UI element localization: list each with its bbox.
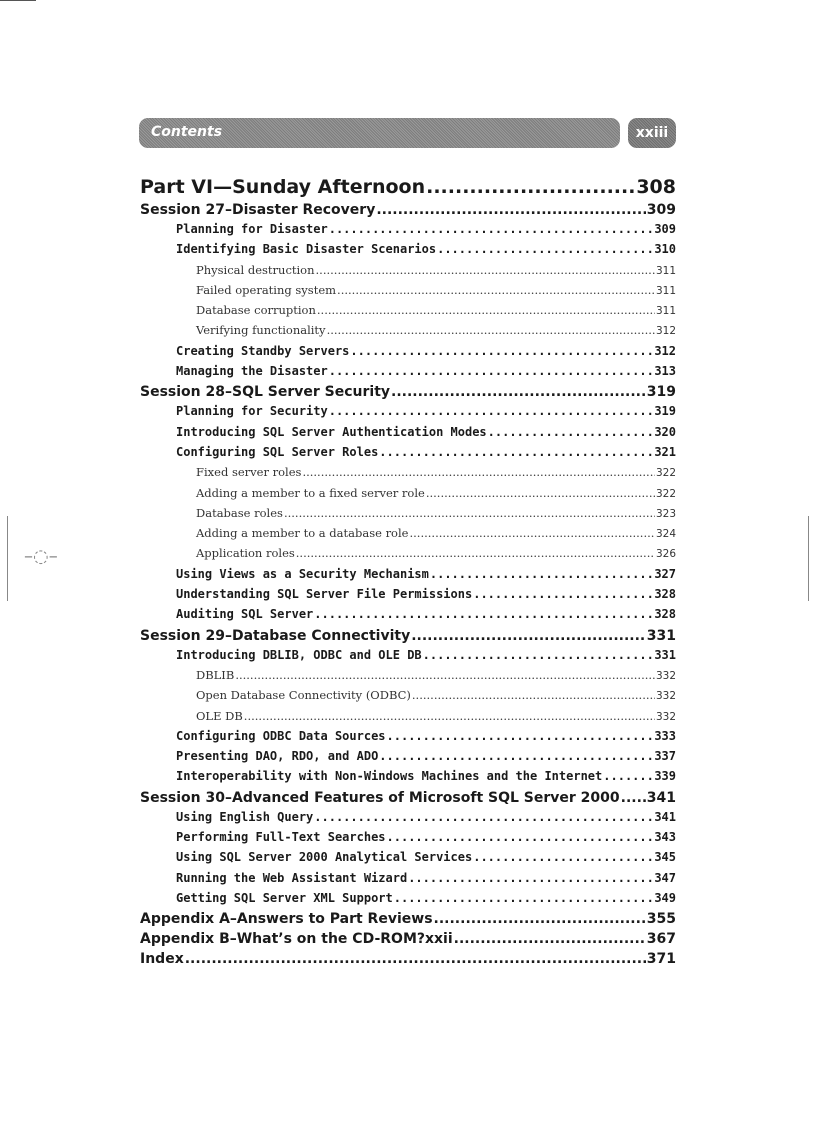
toc-entry-title: Appendix B–What’s on the CD-ROM?xxii <box>140 931 453 948</box>
toc-entry-title: Interoperability with Non-Windows Machines and the Internet <box>176 769 603 784</box>
dot-leader <box>473 587 653 601</box>
toc-entry-sub <box>140 567 676 587</box>
toc-entry-page: 321 <box>654 444 676 459</box>
toc-entry-title: Session 27–Disaster Recovery <box>140 202 376 218</box>
toc-entry-page: 308 <box>636 176 676 198</box>
toc-entry-page: 341 <box>646 789 676 806</box>
dot-leader <box>244 709 655 723</box>
toc-entry-title: Introducing SQL Server Authentication Modes <box>176 424 487 439</box>
toc-entry-title: Application roles <box>196 546 295 561</box>
toc-entry-title: Using SQL Server 2000 Analytical Services <box>176 850 473 865</box>
toc-entry-title: Identifying Basic Disaster Scenarios <box>176 242 437 257</box>
toc-entry-session <box>140 790 676 810</box>
toc-entry-session <box>140 384 676 404</box>
toc-entry-page: 331 <box>654 647 676 662</box>
dot-leader <box>434 911 646 927</box>
toc-entry-page: 323 <box>655 507 676 520</box>
toc-entry-sub <box>140 242 676 262</box>
toc-entry-sub <box>140 364 676 384</box>
dot-leader <box>426 176 635 198</box>
dot-leader <box>185 951 646 967</box>
toc-entry-title: Database roles <box>196 505 283 520</box>
dot-leader <box>296 546 655 560</box>
toc-entry-subsub <box>140 263 676 283</box>
dot-leader <box>235 668 655 682</box>
toc-entry-page: 328 <box>654 587 676 602</box>
toc-entry-page: 341 <box>654 809 676 824</box>
toc-entry-page: 311 <box>655 264 676 277</box>
toc-entry-title: Session 28–SQL Server Security <box>140 384 391 401</box>
page-number-badge: xxiii <box>628 118 676 148</box>
toc-entry-page: 332 <box>655 710 676 723</box>
toc-entry-title: Presenting DAO, RDO, and ADO <box>176 749 379 764</box>
corner-rule <box>0 0 36 1</box>
toc-entry-page: 331 <box>646 627 676 644</box>
toc-entry-title: Appendix A–Answers to Part Reviews <box>140 911 433 928</box>
table-of-contents <box>140 176 676 971</box>
dot-leader <box>316 263 655 277</box>
dot-leader <box>387 729 654 743</box>
toc-entry-page: 328 <box>654 607 676 622</box>
registration-mark-icon: –◌– <box>24 546 58 567</box>
toc-entry-title: DBLIB <box>196 667 235 682</box>
toc-entry-sub <box>140 729 676 749</box>
toc-entry-title: Getting SQL Server XML Support <box>176 890 393 905</box>
toc-entry-title: OLE DB <box>196 708 243 723</box>
toc-entry-session <box>140 951 676 971</box>
dot-leader <box>337 283 655 297</box>
toc-entry-title: Configuring ODBC Data Sources <box>176 728 386 743</box>
toc-entry-sub <box>140 830 676 850</box>
toc-entry-page: 337 <box>654 749 676 764</box>
toc-entry-subsub <box>140 486 676 506</box>
dot-leader <box>394 891 654 905</box>
crop-line-left <box>7 516 8 601</box>
dot-leader <box>409 526 654 540</box>
dot-leader <box>391 384 646 400</box>
toc-entry-part <box>140 176 676 202</box>
toc-entry-title: Open Database Connectivity (ODBC) <box>196 688 411 703</box>
dot-leader <box>426 486 655 500</box>
toc-entry-title: Introducing DBLIB, ODBC and OLE DB <box>176 647 422 662</box>
toc-entry-page: 349 <box>654 890 676 905</box>
toc-entry-title: Adding a member to a database role <box>196 526 409 541</box>
header-title: Contents <box>151 124 223 140</box>
toc-entry-subsub <box>140 323 676 343</box>
toc-entry-title: Understanding SQL Server File Permissions <box>176 587 473 602</box>
toc-entry-sub <box>140 445 676 465</box>
toc-entry-sub <box>140 222 676 242</box>
toc-entry-session <box>140 202 676 222</box>
toc-entry-page: 322 <box>655 487 676 500</box>
toc-entry-page: 324 <box>655 528 676 541</box>
toc-entry-title: Planning for Security <box>176 404 328 419</box>
toc-entry-title: Managing the Disaster <box>176 364 328 379</box>
toc-entry-page: 309 <box>654 222 676 236</box>
toc-entry-sub <box>140 850 676 870</box>
toc-entry-page: 347 <box>654 870 676 885</box>
toc-entry-page: 312 <box>655 325 676 338</box>
crop-line-right <box>808 516 809 601</box>
toc-entry-session <box>140 628 676 648</box>
dot-leader <box>317 303 655 317</box>
toc-entry-subsub <box>140 526 676 546</box>
dot-leader <box>412 688 655 702</box>
toc-entry-sub <box>140 891 676 911</box>
header-bar <box>139 118 620 148</box>
toc-entry-page: 322 <box>655 467 676 480</box>
toc-entry-subsub <box>140 546 676 566</box>
toc-entry-title: Auditing SQL Server <box>176 607 314 622</box>
toc-entry-sub <box>140 749 676 769</box>
toc-entry-title: Verifying functionality <box>196 323 326 338</box>
toc-entry-page: 319 <box>654 404 676 419</box>
toc-entry-page: 367 <box>646 931 676 948</box>
toc-entry-page: 311 <box>655 284 676 297</box>
dot-leader <box>329 364 654 378</box>
dot-leader <box>454 931 646 947</box>
toc-entry-title: Configuring SQL Server Roles <box>176 444 379 459</box>
toc-entry-title: Performing Full-Text Searches <box>176 830 386 845</box>
toc-entry-title: Failed operating system <box>196 282 337 297</box>
toc-entry-subsub <box>140 465 676 485</box>
toc-entry-subsub <box>140 506 676 526</box>
toc-entry-page: 332 <box>655 669 676 682</box>
dot-leader <box>603 769 653 783</box>
dot-leader <box>473 850 653 864</box>
toc-entry-title: Index <box>140 951 184 968</box>
toc-entry-title: Planning for Disaster <box>176 222 328 236</box>
toc-entry-subsub <box>140 283 676 303</box>
toc-entry-title: Part VI—Sunday Afternoon <box>140 176 426 198</box>
dot-leader <box>430 567 653 581</box>
toc-entry-sub <box>140 607 676 627</box>
toc-entry-sub <box>140 810 676 830</box>
toc-entry-page: 371 <box>646 951 676 968</box>
dot-leader <box>411 628 646 644</box>
toc-entry-page: 327 <box>654 566 676 581</box>
dot-leader <box>379 749 653 763</box>
dot-leader <box>379 445 653 459</box>
toc-entry-session <box>140 911 676 931</box>
toc-entry-title: Fixed server roles <box>196 465 302 480</box>
dot-leader <box>387 830 654 844</box>
toc-entry-page: 313 <box>654 364 676 379</box>
toc-entry-title: Using English Query <box>176 809 314 824</box>
toc-entry-page: 311 <box>655 305 676 318</box>
toc-entry-sub <box>140 344 676 364</box>
dot-leader <box>408 871 653 885</box>
toc-entry-sub <box>140 425 676 445</box>
dot-leader <box>376 202 645 218</box>
toc-entry-page: 320 <box>654 424 676 439</box>
toc-entry-subsub <box>140 303 676 323</box>
dot-leader <box>302 465 655 479</box>
toc-entry-page: 332 <box>655 690 676 703</box>
toc-entry-subsub <box>140 668 676 688</box>
dot-leader <box>350 344 653 358</box>
dot-leader <box>423 648 654 662</box>
toc-entry-subsub <box>140 709 676 729</box>
toc-entry-page: 355 <box>646 911 676 928</box>
toc-entry-sub <box>140 404 676 424</box>
toc-entry-title: Session 30–Advanced Features of Microsoft SQL Server 2000 <box>140 789 620 806</box>
toc-entry-page: 310 <box>654 242 676 257</box>
toc-entry-title: Creating Standby Servers <box>176 343 350 358</box>
toc-entry-title: Running the Web Assistant Wizard <box>176 870 408 885</box>
toc-entry-sub <box>140 587 676 607</box>
toc-entry-title: Database corruption <box>196 303 316 318</box>
toc-entry-page: 312 <box>654 343 676 358</box>
dot-leader <box>329 222 654 236</box>
toc-entry-title: Adding a member to a fixed server role <box>196 485 425 500</box>
toc-entry-sub <box>140 648 676 668</box>
dot-leader <box>314 810 653 824</box>
toc-entry-page: 339 <box>654 769 676 784</box>
toc-entry-title: Using Views as a Security Mechanism <box>176 566 429 581</box>
toc-entry-page: 309 <box>646 202 676 218</box>
dot-leader <box>437 242 653 256</box>
toc-entry-page: 319 <box>646 384 676 401</box>
dot-leader <box>327 323 655 337</box>
dot-leader <box>329 404 654 418</box>
dot-leader <box>314 607 653 621</box>
toc-entry-title: Physical destruction <box>196 262 315 277</box>
toc-entry-page: 343 <box>654 830 676 845</box>
dot-leader <box>621 790 646 806</box>
toc-entry-title: Session 29–Database Connectivity <box>140 627 411 644</box>
dot-leader <box>284 506 655 520</box>
toc-entry-sub <box>140 871 676 891</box>
toc-entry-subsub <box>140 688 676 708</box>
toc-entry-session <box>140 931 676 951</box>
toc-entry-sub <box>140 769 676 789</box>
toc-entry-page: 326 <box>655 548 676 561</box>
toc-entry-page: 345 <box>654 850 676 865</box>
dot-leader <box>488 425 654 439</box>
toc-entry-page: 333 <box>654 728 676 743</box>
